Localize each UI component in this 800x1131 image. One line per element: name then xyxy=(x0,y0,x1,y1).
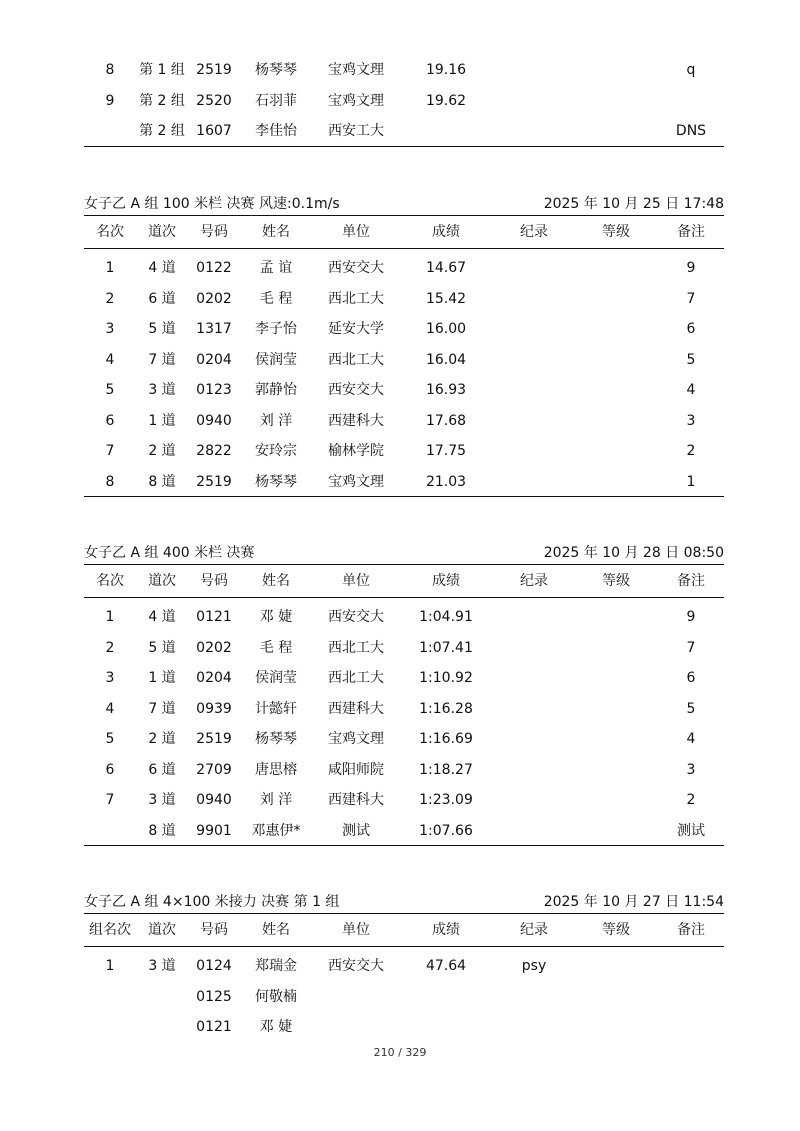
rank-cell: 6 xyxy=(105,761,115,778)
table-body xyxy=(84,602,724,846)
column-header-lane: 道次 xyxy=(148,224,176,240)
column-header-note: 备注 xyxy=(677,224,705,240)
table-row xyxy=(84,406,724,437)
table-row xyxy=(84,816,724,847)
table-row xyxy=(84,755,724,786)
section-title: 女子乙 A 组 4×100 米接力 决赛 第 1 组 xyxy=(84,894,340,910)
bib-cell: 2519 xyxy=(196,731,232,747)
unit-cell: 西安工大 xyxy=(328,123,384,139)
rank-cell: 8 xyxy=(105,473,115,490)
lane-cell: 1 道 xyxy=(148,412,176,429)
note-cell: 3 xyxy=(686,761,696,778)
table-row xyxy=(84,467,724,498)
athlete-name-cell: 孟 谊 xyxy=(259,260,293,276)
unit-cell: 西北工大 xyxy=(328,639,384,656)
result-cell: 17.68 xyxy=(425,412,467,429)
table-row xyxy=(84,55,724,86)
result-cell: 1:16.28 xyxy=(419,700,473,717)
athlete-name-cell: 邓 婕 xyxy=(259,609,293,625)
rank-cell: 4 xyxy=(105,351,115,368)
athlete-name-cell: 侯润莹 xyxy=(255,670,297,686)
note-cell: DNS xyxy=(675,123,707,139)
result-cell: 16.00 xyxy=(425,321,467,337)
bib-cell: 0939 xyxy=(196,700,232,717)
column-header-grade: 等级 xyxy=(602,224,630,240)
result-cell: 14.67 xyxy=(425,260,467,276)
athlete-name-cell: 邓惠伊* xyxy=(251,822,301,839)
table-row xyxy=(84,345,724,376)
table-row xyxy=(84,951,724,982)
lane-cell: 第 2 组 xyxy=(139,92,185,109)
unit-cell: 宝鸡文理 xyxy=(328,473,384,490)
column-header-unit: 单位 xyxy=(342,573,370,589)
lane-cell: 7 道 xyxy=(148,700,176,717)
column-header-lane: 道次 xyxy=(148,922,176,938)
bib-cell: 0940 xyxy=(196,412,232,429)
table-row xyxy=(84,284,724,315)
column-header-note: 备注 xyxy=(677,573,705,589)
rank-cell: 3 xyxy=(105,670,115,686)
unit-cell: 西北工大 xyxy=(328,290,384,307)
table-row xyxy=(84,724,724,755)
record-cell: psy xyxy=(521,958,547,974)
column-header-note: 备注 xyxy=(677,922,705,938)
result-cell: 21.03 xyxy=(425,473,467,490)
column-header-bib: 号码 xyxy=(200,224,228,240)
lane-cell: 3 道 xyxy=(148,958,176,974)
note-cell: 测试 xyxy=(677,822,705,839)
athlete-name-cell: 计懿轩 xyxy=(255,700,297,717)
athlete-name-cell: 唐思榕 xyxy=(255,761,297,778)
unit-cell: 测试 xyxy=(342,822,370,839)
section-100m-hurdles xyxy=(84,193,724,497)
rank-cell: 9 xyxy=(105,92,115,109)
table-header xyxy=(84,914,724,946)
lane-cell: 2 道 xyxy=(148,443,176,459)
result-cell: 17.75 xyxy=(425,443,467,459)
bib-cell: 0123 xyxy=(196,382,232,398)
column-header-name: 姓名 xyxy=(262,224,290,240)
bib-cell: 0940 xyxy=(196,792,232,808)
section-datetime: 2025 年 10 月 28 日 08:50 xyxy=(543,545,724,561)
athlete-name-cell: 李子怡 xyxy=(255,321,297,337)
lane-cell: 6 道 xyxy=(148,761,176,778)
athlete-name-cell: 李佳怡 xyxy=(255,123,297,139)
athlete-name-cell: 杨琴琴 xyxy=(255,62,297,78)
unit-cell: 宝鸡文理 xyxy=(328,92,384,109)
note-cell: 1 xyxy=(686,473,696,490)
lane-cell: 3 道 xyxy=(148,382,176,398)
lane-cell: 2 道 xyxy=(148,731,176,747)
bib-cell: 0125 xyxy=(196,988,232,1005)
column-header-result: 成绩 xyxy=(432,573,460,589)
column-header-name: 姓名 xyxy=(262,573,290,589)
column-header-grade: 等级 xyxy=(602,922,630,938)
column-header-bib: 号码 xyxy=(200,922,228,938)
unit-cell: 咸阳师院 xyxy=(328,761,384,778)
table-row xyxy=(84,375,724,406)
bib-cell: 2519 xyxy=(196,62,232,78)
column-header-rank: 组名次 xyxy=(89,922,131,938)
note-cell: 4 xyxy=(686,731,696,747)
result-cell: 19.16 xyxy=(425,62,467,78)
bib-cell: 1607 xyxy=(196,123,232,139)
rank-cell: 3 xyxy=(105,321,115,337)
bib-cell: 1317 xyxy=(196,321,232,337)
unit-cell: 西安交大 xyxy=(328,609,384,625)
lane-cell: 1 道 xyxy=(148,670,176,686)
unit-cell: 西北工大 xyxy=(328,670,384,686)
rank-cell: 6 xyxy=(105,412,115,429)
column-header-result: 成绩 xyxy=(432,922,460,938)
note-cell: 6 xyxy=(686,670,696,686)
rank-cell: 1 xyxy=(105,260,115,276)
bib-cell: 0121 xyxy=(196,1019,232,1035)
table-row xyxy=(84,1012,724,1043)
note-cell: 2 xyxy=(686,443,696,459)
rank-cell: 7 xyxy=(105,792,115,808)
bib-cell: 2520 xyxy=(196,92,232,109)
note-cell: 6 xyxy=(686,321,696,337)
column-header-name: 姓名 xyxy=(262,922,290,938)
bib-cell: 0202 xyxy=(196,290,232,307)
athlete-name-cell: 石羽菲 xyxy=(255,92,297,109)
athlete-name-cell: 郭静怡 xyxy=(255,382,297,398)
column-header-record: 纪录 xyxy=(520,224,548,240)
lane-cell: 第 1 组 xyxy=(139,62,185,78)
rank-cell: 1 xyxy=(105,958,115,974)
column-header-record: 纪录 xyxy=(520,922,548,938)
unit-cell: 西建科大 xyxy=(328,412,384,429)
bib-cell: 0124 xyxy=(196,958,232,974)
athlete-name-cell: 刘 洋 xyxy=(259,412,293,429)
note-cell: 9 xyxy=(686,260,696,276)
lane-cell: 6 道 xyxy=(148,290,176,307)
table-row xyxy=(84,602,724,633)
rank-cell: 5 xyxy=(105,382,115,398)
lane-cell: 第 2 组 xyxy=(139,123,185,139)
rank-cell: 5 xyxy=(105,731,115,747)
athlete-name-cell: 刘 洋 xyxy=(259,792,293,808)
table-row xyxy=(84,86,724,117)
lane-cell: 3 道 xyxy=(148,792,176,808)
result-cell: 47.64 xyxy=(425,958,467,974)
athlete-name-cell: 邓 婕 xyxy=(259,1019,293,1035)
section-title: 女子乙 A 组 100 米栏 决赛 风速:0.1m/s xyxy=(84,196,340,212)
unit-cell: 西安交大 xyxy=(328,260,384,276)
result-cell: 1:16.69 xyxy=(419,731,473,747)
athlete-name-cell: 安玲宗 xyxy=(255,443,297,459)
table-row xyxy=(84,314,724,345)
column-header-unit: 单位 xyxy=(342,922,370,938)
bib-cell: 2709 xyxy=(196,761,232,778)
result-cell: 16.93 xyxy=(425,382,467,398)
unit-cell: 宝鸡文理 xyxy=(328,62,384,78)
note-cell: 7 xyxy=(686,290,696,307)
athlete-name-cell: 杨琴琴 xyxy=(255,473,297,490)
result-cell: 1:07.66 xyxy=(419,822,473,839)
section-title: 女子乙 A 组 400 米栏 决赛 xyxy=(84,545,255,561)
note-cell: 4 xyxy=(686,382,696,398)
unit-cell: 榆林学院 xyxy=(328,443,384,459)
athlete-name-cell: 杨琴琴 xyxy=(255,731,297,747)
column-header-lane: 道次 xyxy=(148,573,176,589)
athlete-name-cell: 毛 程 xyxy=(259,290,293,307)
rank-cell: 4 xyxy=(105,700,115,717)
table-row xyxy=(84,116,724,147)
note-cell: 7 xyxy=(686,639,696,656)
table-row xyxy=(84,253,724,284)
bib-cell: 0202 xyxy=(196,639,232,656)
note-cell: q xyxy=(686,62,696,78)
bib-cell: 2519 xyxy=(196,473,232,490)
lane-cell: 8 道 xyxy=(148,473,176,490)
table-header xyxy=(84,216,724,248)
note-cell: 3 xyxy=(686,412,696,429)
section-title-bar xyxy=(84,193,724,215)
table-row xyxy=(84,785,724,816)
carryover-table xyxy=(84,55,724,147)
athlete-name-cell: 毛 程 xyxy=(259,639,293,656)
lane-cell: 7 道 xyxy=(148,351,176,368)
table-body xyxy=(84,951,724,1043)
athlete-name-cell: 何敬楠 xyxy=(255,988,297,1005)
rank-cell: 8 xyxy=(105,62,115,78)
rank-cell: 2 xyxy=(105,639,115,656)
result-cell: 16.04 xyxy=(425,351,467,368)
column-header-rank: 名次 xyxy=(96,573,124,589)
bib-cell: 9901 xyxy=(196,822,232,839)
section-400m-hurdles xyxy=(84,542,724,846)
note-cell: 5 xyxy=(686,700,696,717)
column-header-unit: 单位 xyxy=(342,224,370,240)
bib-cell: 0121 xyxy=(196,609,232,625)
table-row xyxy=(84,694,724,725)
table-body xyxy=(84,253,724,497)
unit-cell: 西北工大 xyxy=(328,351,384,368)
unit-cell: 西建科大 xyxy=(328,792,384,808)
column-header-result: 成绩 xyxy=(432,224,460,240)
column-header-record: 纪录 xyxy=(520,573,548,589)
unit-cell: 延安大学 xyxy=(328,321,384,337)
lane-cell: 4 道 xyxy=(148,609,176,625)
result-cell: 19.62 xyxy=(425,92,467,109)
bib-cell: 0204 xyxy=(196,351,232,368)
unit-cell: 宝鸡文理 xyxy=(328,731,384,747)
athlete-name-cell: 侯润莹 xyxy=(255,351,297,368)
column-header-rank: 名次 xyxy=(96,224,124,240)
note-cell: 9 xyxy=(686,609,696,625)
unit-cell: 西建科大 xyxy=(328,700,384,717)
unit-cell: 西安交大 xyxy=(328,382,384,398)
note-cell: 5 xyxy=(686,351,696,368)
carryover-rows xyxy=(84,55,724,147)
athlete-name-cell: 郑瑞金 xyxy=(255,958,297,974)
unit-cell: 西安交大 xyxy=(328,958,384,974)
rank-cell: 2 xyxy=(105,290,115,307)
lane-cell: 5 道 xyxy=(148,321,176,337)
section-title-bar xyxy=(84,542,724,564)
rank-cell: 7 xyxy=(105,443,115,459)
result-cell: 1:07.41 xyxy=(419,639,473,656)
lane-cell: 8 道 xyxy=(148,822,176,839)
table-row xyxy=(84,982,724,1013)
result-cell: 1:23.09 xyxy=(419,792,473,808)
table-row xyxy=(84,663,724,694)
lane-cell: 5 道 xyxy=(148,639,176,656)
page-number: 210 / 329 xyxy=(373,1046,427,1059)
section-title-bar xyxy=(84,891,724,913)
bib-cell: 2822 xyxy=(196,443,232,459)
table-header xyxy=(84,565,724,597)
note-cell: 2 xyxy=(686,792,696,808)
table-row xyxy=(84,436,724,467)
bib-cell: 0122 xyxy=(196,260,232,276)
section-4x100m-relay xyxy=(84,891,724,1043)
column-header-grade: 等级 xyxy=(602,573,630,589)
result-cell: 15.42 xyxy=(425,290,467,307)
table-row xyxy=(84,633,724,664)
rank-cell: 1 xyxy=(105,609,115,625)
column-header-bib: 号码 xyxy=(200,573,228,589)
result-cell: 1:10.92 xyxy=(419,670,473,686)
result-cell: 1:18.27 xyxy=(419,761,473,778)
bib-cell: 0204 xyxy=(196,670,232,686)
lane-cell: 4 道 xyxy=(148,260,176,276)
result-cell: 1:04.91 xyxy=(419,609,473,625)
section-datetime: 2025 年 10 月 25 日 17:48 xyxy=(543,196,724,212)
section-datetime: 2025 年 10 月 27 日 11:54 xyxy=(543,894,724,910)
